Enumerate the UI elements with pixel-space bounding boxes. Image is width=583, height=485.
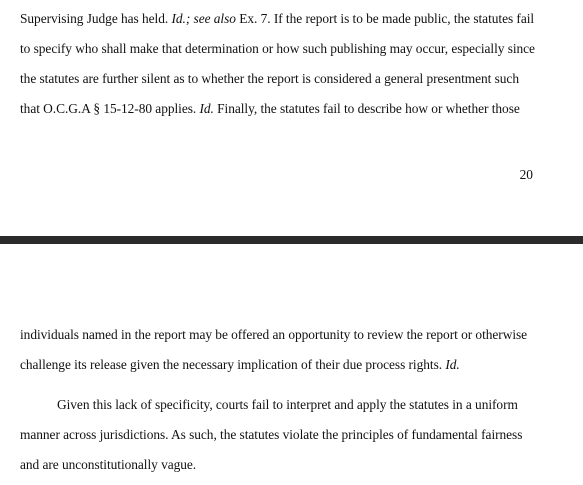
page-break-divider (0, 236, 583, 244)
body-text-line: to specify who shall make that determination or how such publishing may occur, especially since (20, 41, 535, 56)
body-text-line: Supervising Judge has held. Id.; see also Ex. 7. If the report is to be made public, the statutes fail (20, 11, 535, 26)
body-text-line: the statutes are further silent as to whether the report is considered a general presentment such (20, 71, 519, 86)
document-page-lower (0, 244, 583, 485)
paragraph-first-line: Given this lack of specificity, courts fail to interpret and apply the statutes in a uniform (57, 397, 518, 412)
body-text-line: individuals named in the report may be offered an opportunity to review the report or otherwise (20, 327, 528, 342)
page-number: 20 (519, 167, 533, 182)
citation-italic: Id. (199, 101, 214, 116)
body-text-line: manner across jurisdictions. As such, the statutes violate the principles of fundamental fairness (20, 427, 523, 442)
citation-italic: Id.; see also (171, 11, 236, 26)
citation-italic: Id. (445, 357, 460, 372)
body-text-line: and are unconstitutionally vague. (20, 457, 197, 472)
document-page-upper (0, 0, 583, 236)
body-text-line: challenge its release given the necessary implication of their due process rights. Id. (20, 357, 460, 372)
body-text-line: that O.C.G.A § 15-12-80 applies. Id. Finally, the statutes fail to describe how or whether those (20, 101, 520, 116)
